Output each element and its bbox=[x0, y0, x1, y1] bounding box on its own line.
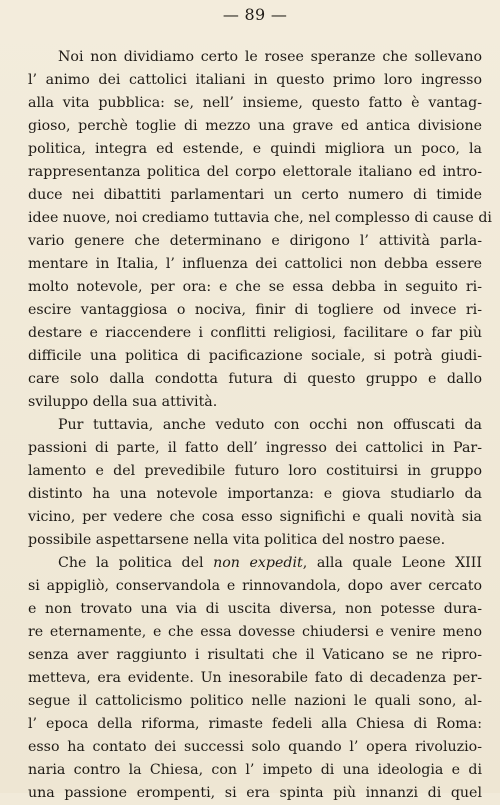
text-line bbox=[28, 552, 482, 575]
text-line: lamento e del prevedibile futuro loro costituirsi in gruppo bbox=[28, 463, 482, 479]
text-line: senza aver raggiunto i risultati che il Vaticano se ne ripro- bbox=[28, 647, 482, 663]
text-line: politica, integra ed estende, e quindi migliora un poco, la bbox=[28, 141, 482, 157]
text-line: rappresentanza politica del corpo elettorale italiano ed intro- bbox=[28, 164, 482, 180]
text-line: metteva, era evidente. Un inesorabile fato di decadenza per- bbox=[28, 670, 482, 686]
text-run: Che la politica del bbox=[58, 555, 214, 571]
text-line: una passione erompenti, si era spinta più innanzi di quel bbox=[28, 785, 482, 801]
text-line: esso ha contato dei successi solo quando l’ opera rivoluzio- bbox=[28, 739, 482, 755]
text-line: segue il cattolicismo politico nelle nazioni le quali sono, al- bbox=[28, 693, 482, 709]
text-line: molto notevole, per ora: e che se essa debba in seguito ri- bbox=[28, 279, 482, 295]
italic-phrase: non expedit bbox=[213, 555, 303, 571]
text-line: naria contro la Chiesa, con l’ impeto di una ideologia e di bbox=[28, 762, 482, 778]
text-line: si appigliò, conservandola e rinnovandola, dopo aver cercato bbox=[28, 578, 482, 594]
paragraph-1 bbox=[28, 46, 492, 414]
text-line: sviluppo della sua attività. bbox=[28, 394, 218, 410]
text-line: possibile aspettarsene nella vita politica del nostro paese. bbox=[28, 532, 446, 548]
page-number: — 89 — bbox=[222, 5, 288, 24]
text-line: re eternamente, e che essa dovesse chiudersi e venire meno bbox=[28, 624, 482, 640]
text-line: mentare in Italia, l’ influenza dei cattolici non debba essere bbox=[28, 256, 482, 272]
text-line: Pur tuttavia, anche veduto con occhi non offuscati da bbox=[58, 417, 482, 433]
text-line: distinto ha una notevole importanza: e giova studiarlo da bbox=[28, 486, 482, 502]
text-line: l’ epoca della riforma, rimaste fedeli alla Chiesa di Roma: bbox=[28, 716, 482, 732]
paragraph-2 bbox=[28, 414, 482, 552]
text-line: destare e riaccendere i conflitti religiosi, facilitare o far più bbox=[28, 325, 482, 341]
text-line: vario genere che determinano e dirigono l’ attività parla- bbox=[28, 233, 482, 249]
text-line: e non trovato una via di uscita diversa, non potesse dura- bbox=[28, 601, 482, 617]
text-line: Noi non dividiamo certo le rosee speranze che sollevano bbox=[58, 49, 482, 65]
text-line: gioso, perchè toglie di mezzo una grave ed antica divisione bbox=[28, 118, 482, 134]
text-line: passioni di parte, il fatto dell’ ingresso dei cattolici in Par- bbox=[28, 440, 482, 456]
text-line: vicino, per vedere che cosa esso significhi e quali novità sia bbox=[28, 509, 482, 525]
text-line: alla vita pubblica: se, nell’ insieme, questo fatto è vantag- bbox=[28, 95, 482, 111]
text-run: , alla quale Leone XIII bbox=[302, 555, 482, 571]
text-line: care solo dalla condotta futura di questo gruppo e dallo bbox=[28, 371, 482, 387]
text-line: difficile una politica di pacificazione sociale, si potrà giudi- bbox=[28, 348, 482, 364]
paragraph-3 bbox=[28, 552, 482, 805]
text-line: escire vantaggiosa o nociva, finir di togliere od invece ri- bbox=[28, 302, 482, 318]
text-line: duce nei dibattiti parlamentari un certo numero di timide bbox=[28, 187, 482, 203]
text-line: l’ animo dei cattolici italiani in questo primo loro ingresso bbox=[28, 72, 482, 88]
text-line: idee nuove, noi crediamo tuttavia che, nel complesso di cause di bbox=[28, 210, 492, 226]
page-body bbox=[28, 46, 492, 805]
